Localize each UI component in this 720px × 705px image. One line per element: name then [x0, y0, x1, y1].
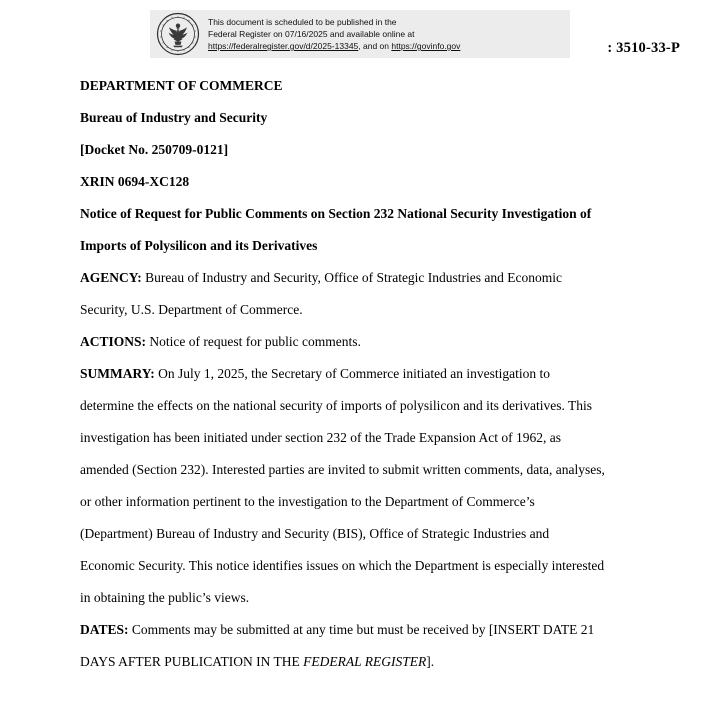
govinfo-link[interactable]: https://govinfo.gov [391, 41, 461, 52]
billing-code: : 3510-33-P [607, 40, 680, 56]
dates-paragraph-line-1 [80, 614, 652, 646]
dates-label: DATES: [80, 622, 129, 637]
document-body [80, 70, 652, 678]
banner-text-block [208, 16, 460, 52]
dates-text-2-pre: DAYS AFTER PUBLICATION IN THE [80, 654, 304, 669]
dates-text-1: Comments may be submitted at any time but must be received by [INSERT DATE 21 [128, 622, 595, 637]
summary-paragraph-line-6: (Department) Bureau of Industry and Security (BIS), Office of Strategic Industries and [80, 526, 550, 541]
summary-paragraph-line-1 [80, 358, 652, 390]
dates-paragraph-line-2 [80, 646, 652, 678]
agency-label: AGENCY: [80, 270, 142, 285]
summary-text-1: On July 1, 2025, the Secretary of Commerce initiated an investigation to [154, 366, 550, 381]
banner-line-2: Federal Register on 07/16/2025 and available online at [208, 28, 415, 39]
dates-text-2-post: ]. [426, 654, 435, 669]
summary-label: SUMMARY: [80, 366, 155, 381]
bureau-heading: Bureau of Industry and Security [80, 110, 268, 125]
agency-paragraph-line-2: Security, U.S. Department of Commerce. [80, 302, 303, 317]
federal-register-publication-banner [150, 10, 570, 58]
agency-paragraph-line-1 [80, 262, 652, 294]
federal-register-italic: FEDERAL REGISTER [303, 654, 427, 669]
federal-eagle-seal-icon [156, 12, 200, 56]
banner-line-1: This document is scheduled to be published in the [208, 16, 397, 27]
department-heading: DEPARTMENT OF COMMERCE [80, 78, 283, 93]
banner-line-3 [208, 40, 460, 52]
summary-paragraph-line-2: determine the effects on the national security of imports of polysilicon and its derivatives. This [80, 398, 593, 413]
agency-text: Bureau of Industry and Security, Office of Strategic Industries and Economic [141, 270, 563, 285]
docket-number: [Docket No. 250709-0121] [80, 142, 229, 157]
document-title-line-1: Notice of Request for Public Comments on Section 232 National Security Investigation of [80, 206, 592, 221]
summary-paragraph-line-5: or other information pertinent to the investigation to the Department of Commerce’s [80, 494, 535, 509]
actions-paragraph [80, 326, 652, 358]
summary-paragraph-line-7: Economic Security. This notice identifies issues on which the Department is especially interested [80, 558, 605, 573]
federal-register-link[interactable]: https://federalregister.gov/d/2025-13345 [208, 41, 359, 52]
actions-label: ACTIONS: [80, 334, 147, 349]
banner-link-separator: , and on [358, 41, 392, 52]
xrin-number: XRIN 0694-XC128 [80, 174, 190, 189]
document-title-line-2: Imports of Polysilicon and its Derivatives [80, 238, 318, 253]
summary-paragraph-line-8: in obtaining the public’s views. [80, 590, 250, 605]
summary-paragraph-line-3: investigation has been initiated under section 232 of the Trade Expansion Act of 1962, as [80, 430, 562, 445]
actions-text: Notice of request for public comments. [146, 334, 361, 349]
summary-paragraph-line-4: amended (Section 232). Interested parties are invited to submit written comments, data, analyses, [80, 462, 605, 477]
